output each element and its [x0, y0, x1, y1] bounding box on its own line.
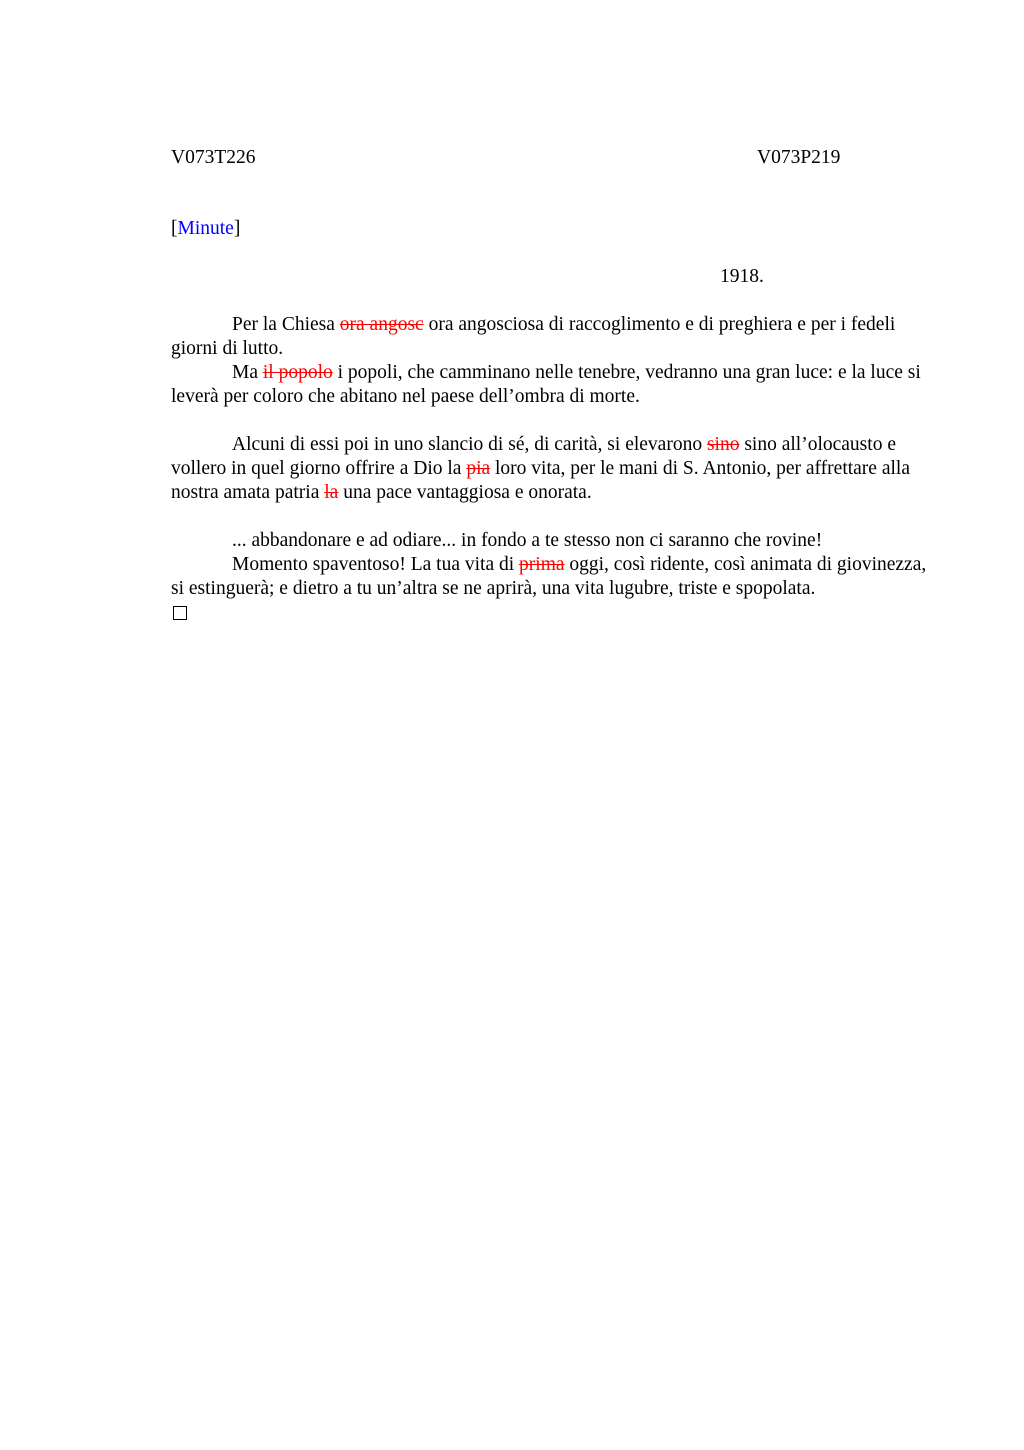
- volume-page-code: V073P219: [757, 147, 841, 168]
- paragraph-momento: [171, 553, 927, 601]
- deleted-text: la: [324, 482, 339, 503]
- text-run: Momento spaventoso! La tua vita di: [232, 554, 520, 575]
- text-run: oggi, così ridente, così animata di giovinezza, si estinguerà; e dietro a tu un’altra se ne aprirà, una vita lugubre, triste e spopolata.: [171, 554, 927, 599]
- deleted-text: pia: [466, 458, 491, 479]
- open-bracket: [: [171, 218, 178, 239]
- text-run: ... abbandonare e ad odiare... in fondo a te stesso non ci saranno che rovine!: [232, 530, 823, 551]
- text-run: loro vita, per le mani di S. Antonio, per affrettare alla nostra amata patria: [171, 458, 910, 503]
- paragraph-alcuni: [171, 433, 927, 505]
- paragraph-chiesa: [171, 313, 927, 361]
- minute-label: [171, 217, 240, 241]
- text-run: Per la Chiesa: [232, 314, 340, 335]
- deleted-text: sino: [706, 434, 740, 455]
- deleted-text: ora angosc: [339, 314, 424, 335]
- text-run: ora angosciosa di raccoglimento e di preghiera e per i fedeli giorni di lutto.: [171, 314, 896, 359]
- deleted-text: il popolo: [262, 362, 333, 383]
- deleted-text: prima: [519, 554, 565, 575]
- text-run: sino all’olocausto e vollero in quel giorno offrire a Dio la: [171, 434, 896, 479]
- text-run: Ma: [232, 362, 263, 383]
- close-bracket: ]: [233, 218, 241, 239]
- paragraph-popoli: [171, 361, 927, 409]
- document-body: [171, 313, 927, 620]
- text-run: Alcuni di essi poi in uno slancio di sé, di carità, si elevarono: [232, 434, 707, 455]
- text-run: i popoli, che camminano nelle tenebre, vedranno una gran luce: e la luce si leverà per coloro che abitano nel paese dell’ombra di morte.: [171, 362, 921, 407]
- document-date: 1918.: [720, 266, 764, 287]
- end-of-text-square-icon: [173, 606, 187, 620]
- text-run: una pace vantaggiosa e onorata.: [338, 482, 592, 503]
- paragraph-abbandonare: [171, 529, 927, 553]
- volume-text-code: V073T226: [171, 147, 256, 168]
- minute-link[interactable]: Minute: [177, 218, 234, 239]
